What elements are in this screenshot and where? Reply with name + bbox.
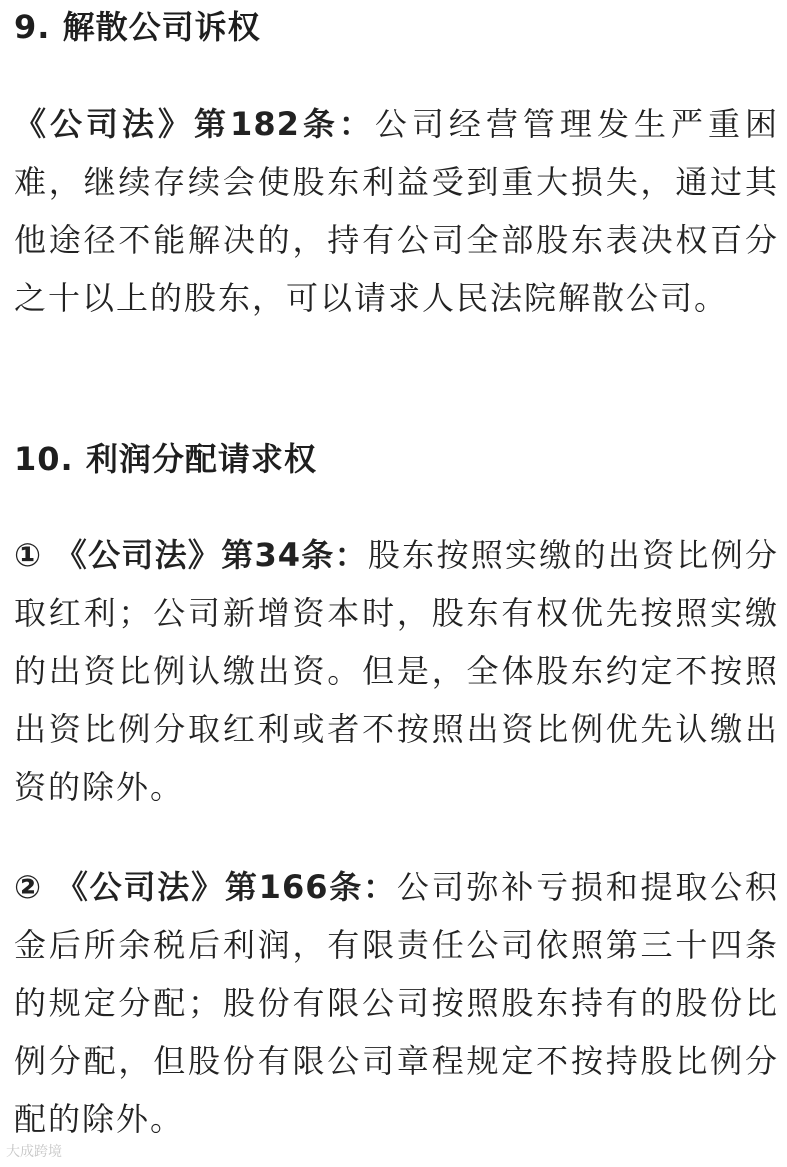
section-9-heading: 9. 解散公司诉权 bbox=[14, 8, 261, 46]
section-9-article-ref: 《公司法》第182条： bbox=[14, 105, 375, 143]
section-10-heading: 10. 利润分配请求权 bbox=[14, 440, 317, 478]
section-10-item-1 bbox=[14, 526, 779, 816]
watermark-logo: 大成跨境 bbox=[6, 1144, 62, 1160]
section-10-item-2 bbox=[14, 858, 779, 1148]
section-9-paragraph bbox=[14, 95, 779, 327]
section-10-item-2-text: 公司弥补亏损和提取公积金后所余税后利润，有限责任公司依照第三十四条的规定分配；股份有限公司按照股东持有的股份比例分配，但股份有限公司章程规定不按持股比例分配的除外。 bbox=[14, 868, 779, 1138]
section-9-text: 公司经营管理发生严重困难，继续存续会使股东利益受到重大损失，通过其他途径不能解决的，持有公司全部股东表决权百分之十以上的股东，可以请求人民法院解散公司。 bbox=[14, 105, 779, 317]
section-10-item-1-text: 股东按照实缴的出资比例分取红利；公司新增资本时，股东有权优先按照实缴的出资比例认缴出资。但是，全体股东约定不按照出资比例分取红利或者不按照出资比例优先认缴出资的除外。 bbox=[14, 536, 779, 806]
section-10-item-2-article-ref: ② 《公司法》第166条： bbox=[14, 868, 397, 906]
section-10-item-1-article-ref: ① 《公司法》第34条： bbox=[14, 536, 368, 574]
